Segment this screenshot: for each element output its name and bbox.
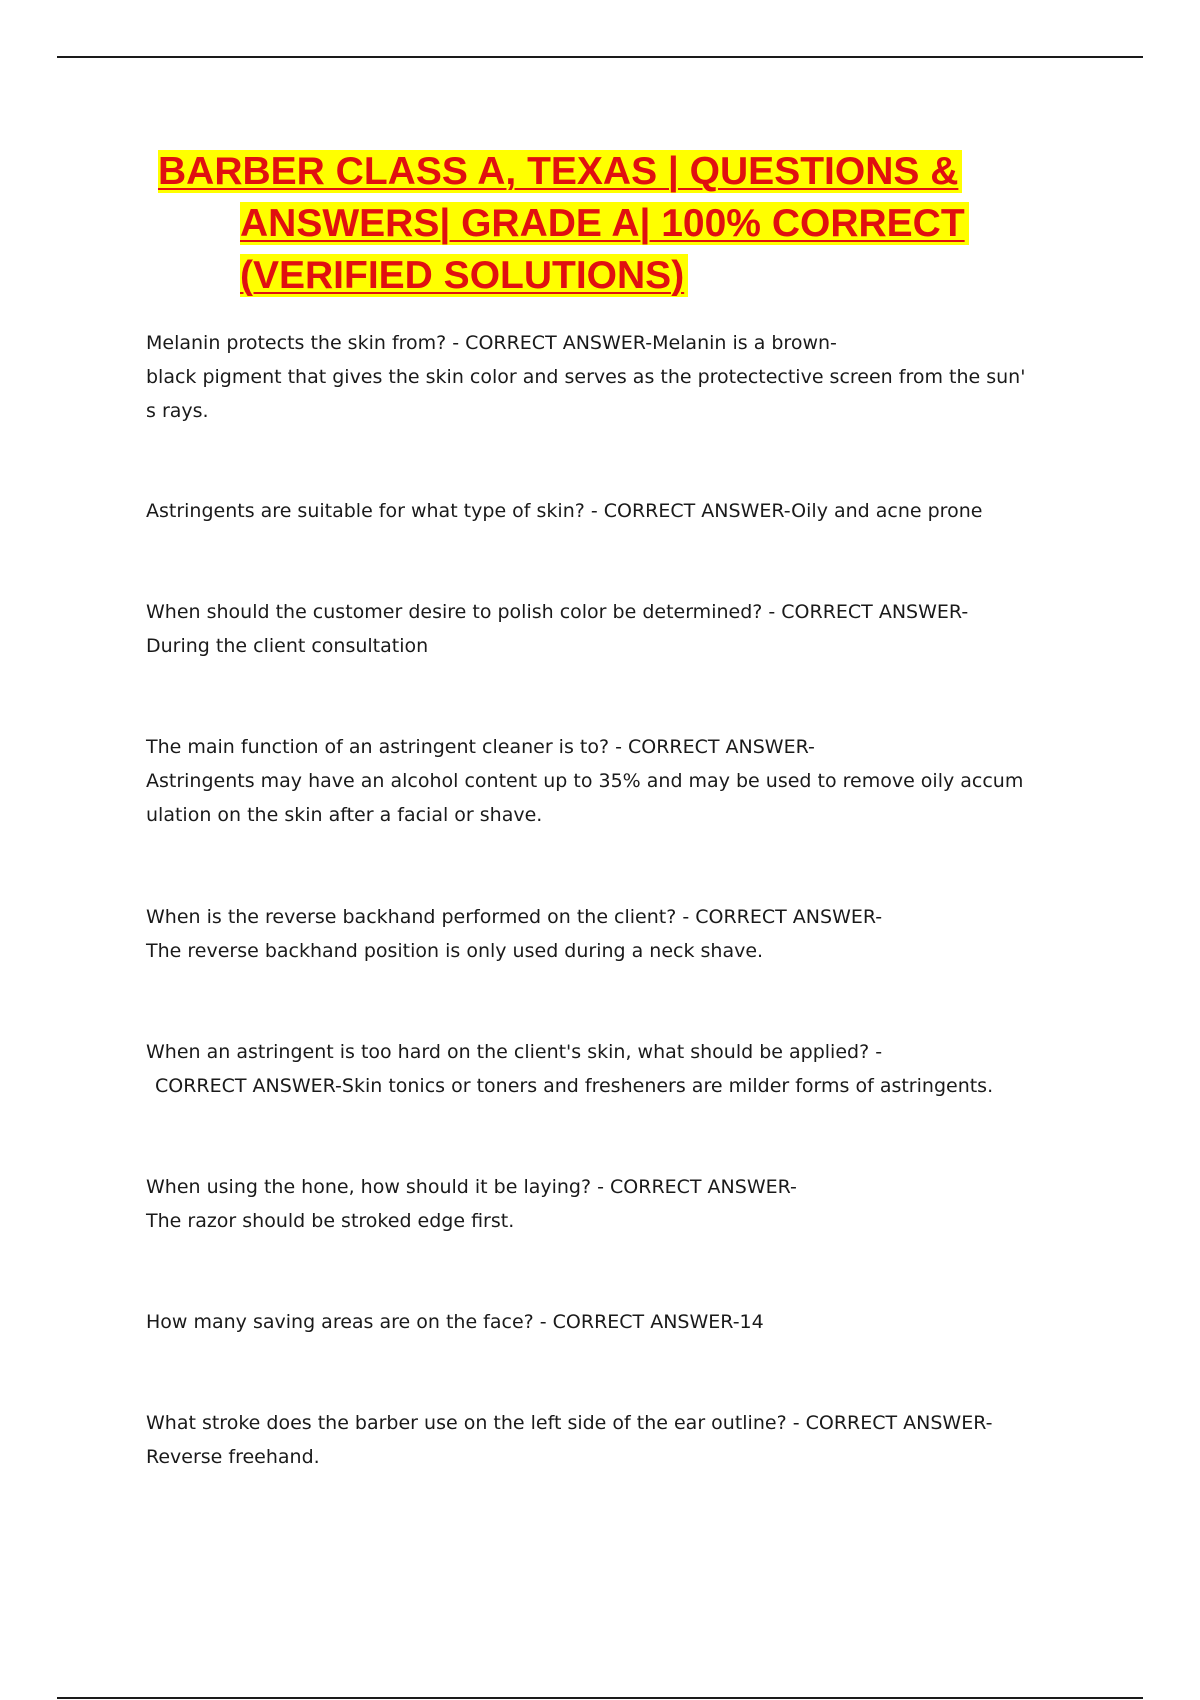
qa-line: How many saving areas are on the face? - CORRECT ANSWER-14 — [146, 1311, 764, 1333]
qa-line: When an astringent is too hard on the client's skin, what should be applied? - — [146, 1041, 883, 1063]
qa-entry-polish-color — [146, 595, 1086, 663]
qa-line: ulation on the skin after a facial or shave. — [146, 804, 543, 826]
qa-entry-astringents-skin-type — [146, 494, 1086, 528]
qa-line: Reverse freehand. — [146, 1446, 320, 1468]
bottom-rule — [57, 1697, 1143, 1699]
qa-entry-astringent-too-hard — [146, 1035, 1086, 1103]
top-rule — [57, 56, 1143, 58]
qa-line: CORRECT ANSWER-Skin tonics or toners and fresheners are milder forms of astringents. — [155, 1075, 994, 1097]
qa-line: Astringents may have an alcohol content up to 35% and may be used to remove oily accum — [146, 770, 1024, 792]
qa-entry-hone — [146, 1170, 1086, 1238]
title-line-3: (VERIFIED SOLUTIONS) — [158, 250, 1093, 302]
qa-line: Melanin protects the skin from? - CORRECT ANSWER-Melanin is a brown- — [146, 332, 837, 354]
qa-entry-astringent-function — [146, 730, 1086, 832]
title-line-1: BARBER CLASS A, TEXAS | QUESTIONS & — [158, 146, 1093, 198]
qa-line: What stroke does the barber use on the left side of the ear outline? - CORRECT ANSWER- — [146, 1412, 993, 1434]
title-line-2: ANSWERS| GRADE A| 100% CORRECT — [158, 198, 1093, 250]
qa-line: During the client consultation — [146, 635, 429, 657]
qa-line: When using the hone, how should it be laying? - CORRECT ANSWER- — [146, 1176, 797, 1198]
qa-line: The main function of an astringent cleaner is to? - CORRECT ANSWER- — [146, 736, 815, 758]
qa-line: The reverse backhand position is only used during a neck shave. — [146, 940, 764, 962]
qa-entry-shaving-areas — [146, 1305, 1086, 1339]
qa-line: When should the customer desire to polish color be determined? - CORRECT ANSWER- — [146, 601, 969, 623]
document-title — [158, 146, 1093, 302]
qa-entry-reverse-backhand — [146, 900, 1086, 968]
qa-entry-ear-outline — [146, 1406, 1086, 1474]
qa-line: When is the reverse backhand performed on the client? - CORRECT ANSWER- — [146, 906, 883, 928]
qa-line: black pigment that gives the skin color and serves as the protectective screen from the sun' — [146, 366, 1026, 388]
qa-line: Astringents are suitable for what type of skin? - CORRECT ANSWER-Oily and acne prone — [146, 500, 983, 522]
qa-entry-melanin — [146, 326, 1086, 428]
qa-line: The razor should be stroked edge first. — [146, 1210, 515, 1232]
qa-line: s rays. — [146, 400, 209, 422]
